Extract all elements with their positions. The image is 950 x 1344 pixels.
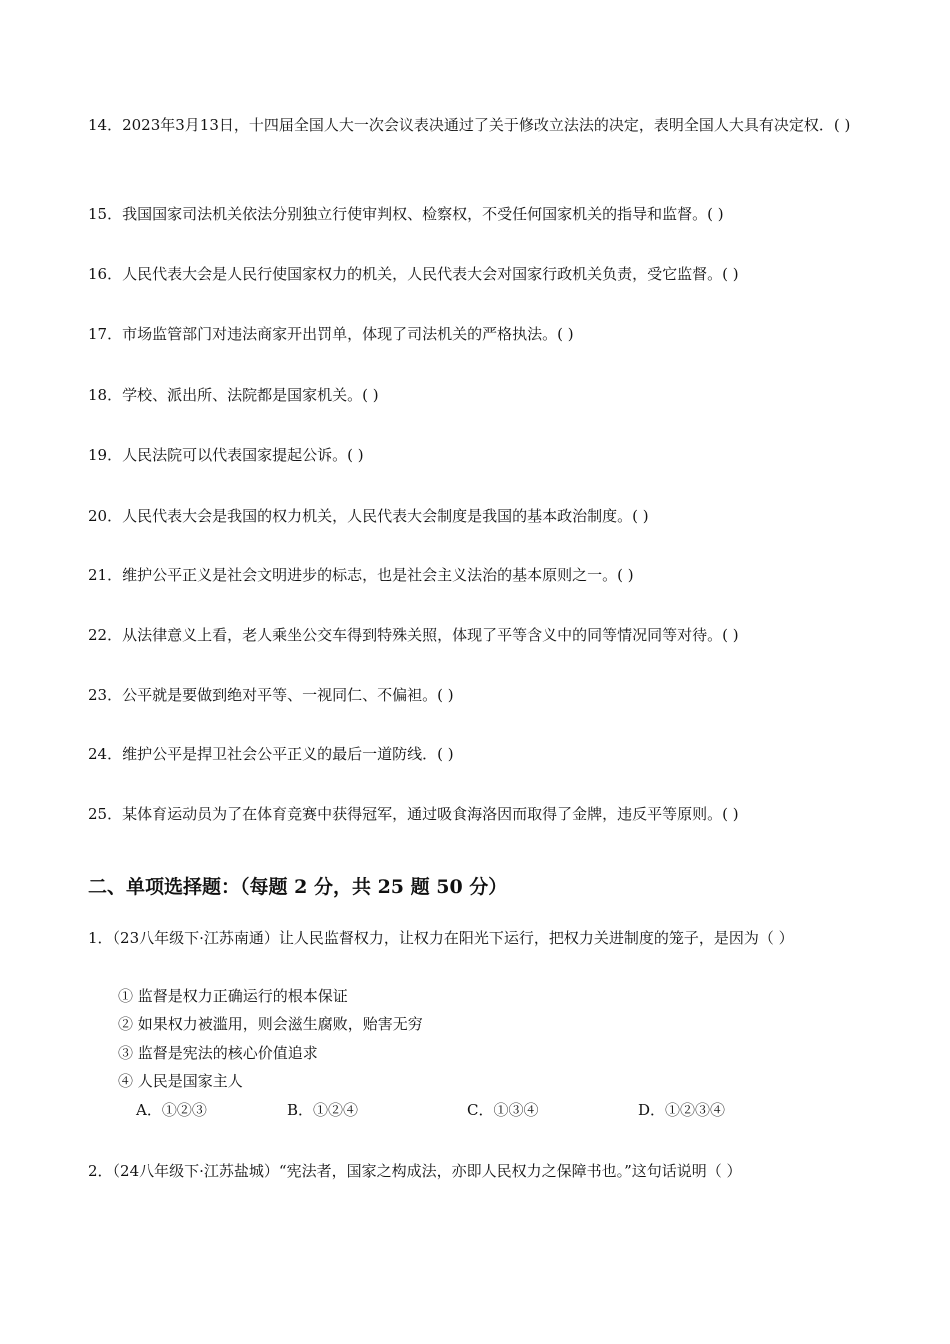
question-24 [88, 739, 866, 769]
question-number: 1． [88, 929, 113, 947]
question-text: 人民代表大会是我国的权力机关，人民代表大会制度是我国的基本政治制度。( ) [122, 507, 649, 525]
question-15 [88, 199, 866, 229]
question-number: 16． [88, 265, 123, 283]
question-23 [88, 680, 866, 710]
question-text: 某体育运动员为了在体育竞赛中获得冠军，通过吸食海洛因而取得了金牌，违反平等原则。( ) [122, 805, 739, 823]
question-number: 19． [88, 446, 123, 464]
question-21 [88, 560, 866, 590]
question-16 [88, 259, 866, 289]
question-text: 学校、派出所、法院都是国家机关。( ) [122, 386, 379, 404]
choice-c: C．①③④ [467, 1101, 539, 1119]
question-20 [88, 501, 866, 531]
section-heading: 二、单项选择题：（每题 2 分，共 25 题 50 分） [88, 876, 508, 898]
statement-4: ④ 人民是国家主人 [118, 1072, 243, 1090]
question-number: 23． [88, 686, 123, 704]
question-number: 15． [88, 205, 123, 223]
choice-d: D．①②③④ [638, 1101, 726, 1119]
question-number: 21． [88, 566, 123, 584]
question-22 [88, 620, 866, 650]
question-number: 18． [88, 386, 123, 404]
question-number: 2． [88, 1162, 113, 1180]
question-number: 14． [88, 116, 123, 134]
statement-3: ③ 监督是宪法的核心价值追求 [118, 1044, 318, 1062]
question-text: 人民法院可以代表国家提起公诉。( ) [122, 446, 364, 464]
question-text: 维护公平正义是社会文明进步的标志，也是社会主义法治的基本原则之一。( ) [122, 566, 634, 584]
choice-b: B．①②④ [287, 1101, 359, 1119]
question-number: 24． [88, 745, 123, 763]
question-text: 市场监管部门对违法商家开出罚单，体现了司法机关的严格执法。( ) [122, 325, 574, 343]
statement-2: ② 如果权力被滥用，则会滋生腐败，贻害无穷 [118, 1015, 423, 1033]
question-text: 从法律意义上看，老人乘坐公交车得到特殊关照，体现了平等含义中的同等情况同等对待。( ) [122, 626, 739, 644]
question-text: 公平就是要做到绝对平等、一视同仁、不偏袒。( ) [122, 686, 454, 704]
question-number: 20． [88, 507, 123, 525]
question-text: （23八年级下·江苏南通）让人民监督权力，让权力在阳光下运行，把权力关进制度的笼子，是因为（ ） [112, 929, 794, 947]
choice-a: A．①②③ [136, 1101, 207, 1119]
question-14 [88, 110, 866, 140]
question-number: 22． [88, 626, 123, 644]
question-17 [88, 319, 866, 349]
statement-1: ① 监督是权力正确运行的根本保证 [118, 987, 348, 1005]
question-number: 25． [88, 805, 123, 823]
question-text: 人民代表大会是人民行使国家权力的机关，人民代表大会对国家行政机关负责，受它监督。( ) [122, 265, 739, 283]
question-text: （24八年级下·江苏盐城）“宪法者，国家之构成法，亦即人民权力之保障书也。”这句话说明（ ） [112, 1162, 742, 1180]
mc-question-1 [88, 923, 866, 953]
question-19 [88, 440, 866, 470]
question-25 [88, 799, 866, 829]
question-text: 我国国家司法机关依法分别独立行使审判权、检察权，不受任何国家机关的指导和监督。( ) [122, 205, 724, 223]
question-18 [88, 380, 866, 410]
mc-question-2 [88, 1156, 866, 1186]
question-number: 17． [88, 325, 123, 343]
question-text: 维护公平是捍卫社会公平正义的最后一道防线．( ) [122, 745, 454, 763]
question-text: 2023年3月13日，十四届全国人大一次会议表决通过了关于修改立法法的决定，表明全国人大具有决定权．( ) [122, 116, 851, 134]
